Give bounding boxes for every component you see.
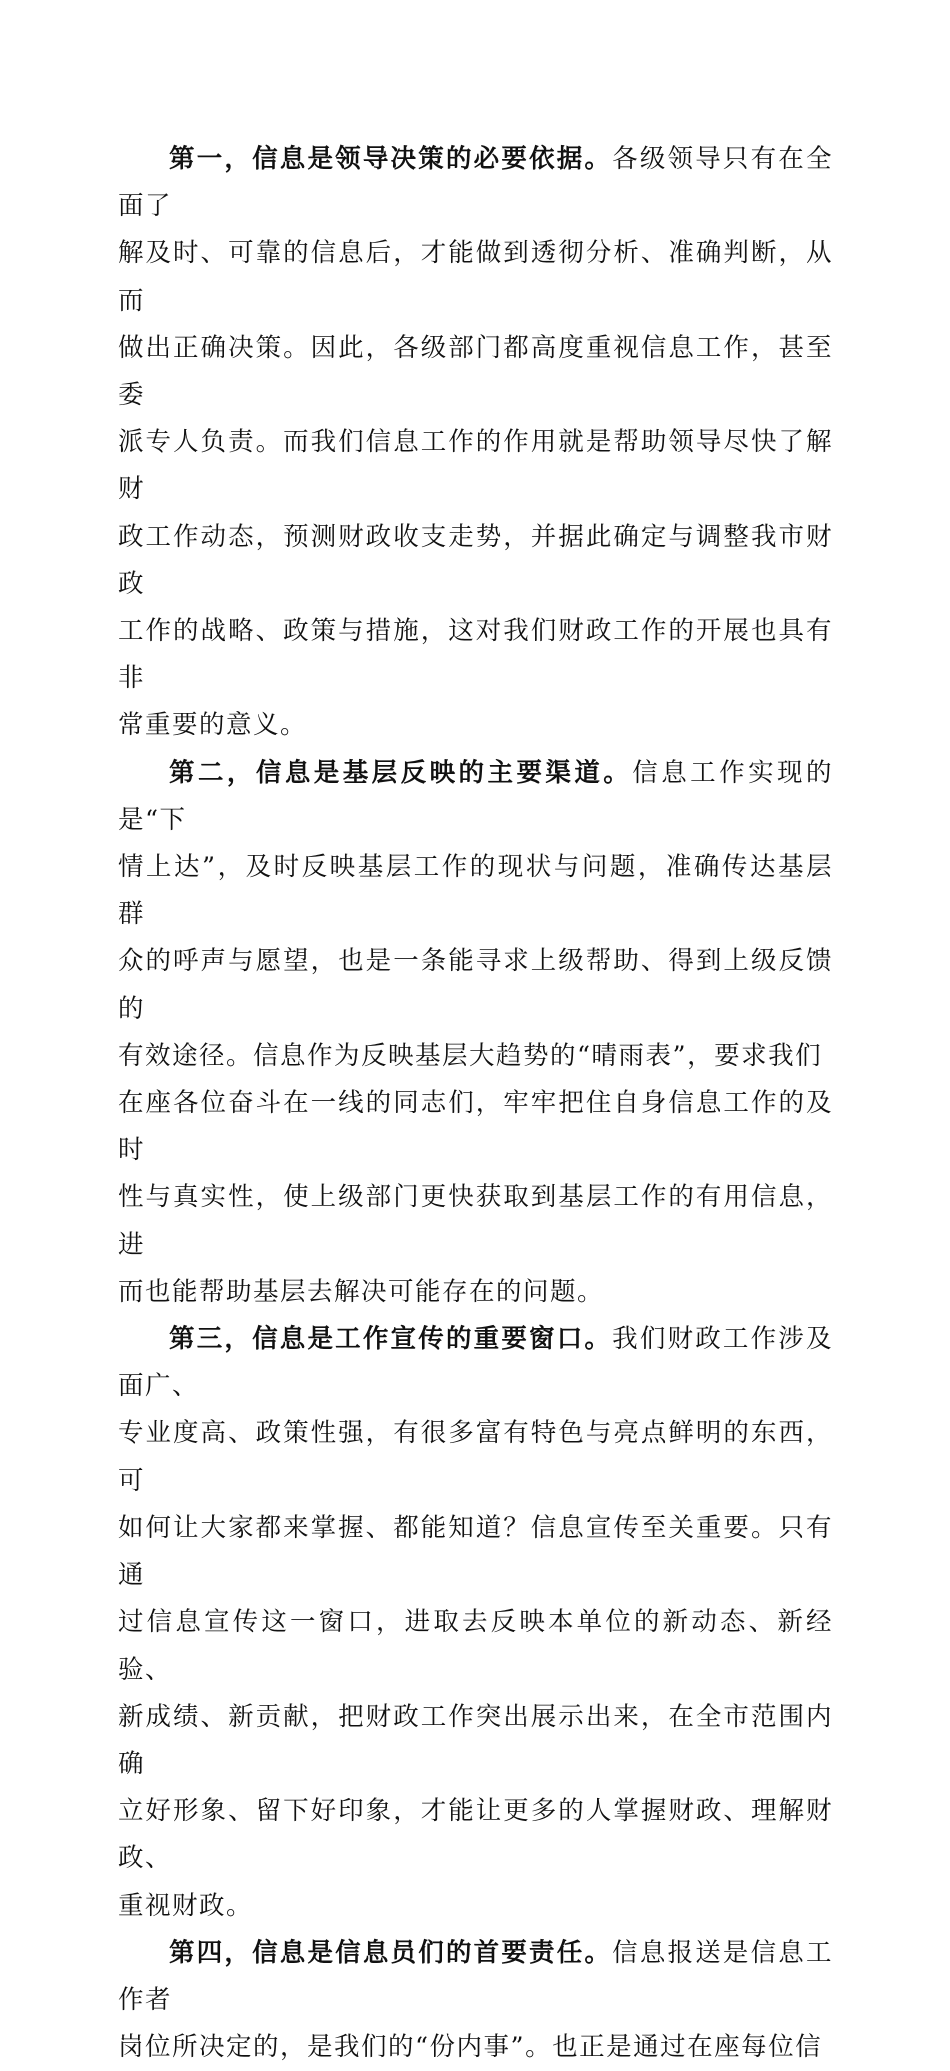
paragraph-1-body: 各级领导只有在全面了 解及时、可靠的信息后，才能做到透彻分析、准确判断，从而 做出正确决策。因此，各级部门都高度重视信息工作，甚至委 派专人负责。而我们信息工作的作用就是帮助领导尽快了解财 政工作动态，预测财政收支走势，并据此确定与调整我市财政 工作的战略、政策与措施，这对我们财政工作的开展也具有非 常重要的意义。 [118,144,833,741]
document-page [118,136,833,2071]
paragraph-4-heading: 第四，信息是信息员们的首要责任。 [169,1937,613,1968]
paragraph-4-body: 信息报送是信息工作者 岗位所决定的，是我们的“份内事”。也正是通过在座每位信 [118,1937,833,2063]
paragraph-2-body: 信息工作实现的是“下 情上达”，及时反映基层工作的现状与问题，准确传达基层群 众的呼声与愿望，也是一条能寻求上级帮助、得到上级反馈的 有效途径。信息作为反映基层大趋势的“晴雨表”，要求我们 在座各位奋斗在一线的同志们，牢牢把住自身信息工作的及时 性与真实性，使上级部门更快获取到基层工作的有用信息，进 而也能帮助基层去解决可能存在的问题。 [118,757,833,1307]
paragraph-3 [118,1316,833,1930]
paragraph-1 [118,136,833,750]
paragraph-4 [118,1930,833,2071]
paragraph-3-body: 我们财政工作涉及面广、 专业度高、政策性强，有很多富有特色与亮点鲜明的东西，可 如何让大家都来掌握、都能知道？信息宣传至关重要。只有通 过信息宣传这一窗口，进取去反映本单位的新动态、新经验、 新成绩、新贡献，把财政工作突出展示出来，在全市范围内确 立好形象、留下好印象，才能让更多的人掌握财政、理解财政、 重视财政。 [118,1324,833,1921]
paragraph-1-heading: 第一，信息是领导决策的必要依据。 [169,144,613,174]
paragraph-2 [118,750,833,1316]
paragraph-2-heading: 第二，信息是基层反映的主要渠道。 [169,757,633,788]
paragraph-3-heading: 第三，信息是工作宣传的重要窗口。 [169,1324,613,1355]
